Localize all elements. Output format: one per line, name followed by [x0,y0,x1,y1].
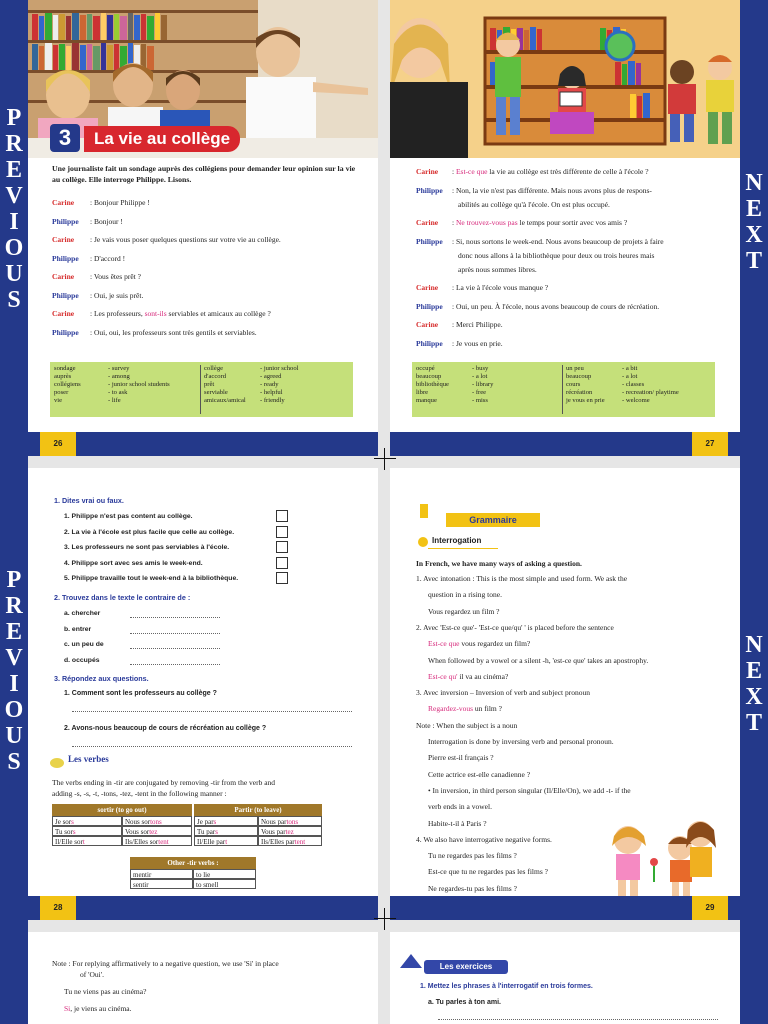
table-cell: mentir [130,869,193,879]
interrogation-heading: Interrogation [432,536,482,545]
verb-stem: Je par [197,818,214,826]
dialogue-text: : D'accord ! [90,253,126,263]
opposite-item: c. un peu de [64,641,104,648]
note-line-2: of 'Oui'. [80,970,104,979]
vocab-meaning: - to ask [108,389,128,396]
exercise-3-question-2: 2. Avons-nous beaucoup de cours de récréation au collège ? [64,725,267,732]
grammaire-tag: Grammaire [446,513,540,527]
true-false-checkbox[interactable] [276,541,288,553]
dialogue-text: la vie au collège est très différente de celle à l'école ? [487,167,649,176]
grammar-text: vous regardez un film? [459,639,531,649]
true-false-item: 1. Philippe n'est pas content au collège. [64,513,193,520]
crop-mark-2 [374,908,396,930]
verb-stem: Nous sor [125,818,151,826]
crop-mark-1 [374,448,396,470]
vocab-word: beaucoup [416,373,442,380]
grammar-line [428,704,502,714]
table-cell [258,816,322,826]
dialogue-line [52,198,150,208]
next-label-top[interactable] [740,170,768,274]
speaker-name: Philippe [416,301,443,311]
example-line-b: Si, je viens au cinéma. [64,1004,132,1013]
nav-letter[interactable]: U [5,723,23,749]
dialogue-text: : Je vais vous poser quelques questions sur votre vie au collège. [90,235,281,244]
grammar-line [428,672,508,682]
dialogue-line [416,237,664,247]
grammar-line: Interrogation is done by inversing verb and personal pronoun. [428,737,614,746]
grammar-line: Note : When the subject is a noun [416,720,518,730]
dialogue-text: : Non, la vie n'est pas différente. Mais nous avons plus de respons- [452,185,652,195]
speaker-name: Philippe [52,216,79,226]
true-false-item: 5. Philippe travaille tout le week-end à la bibliothèque. [64,575,239,582]
true-false-item: 2. La vie à l'école est plus facile que celle au collège. [64,528,235,536]
grammar-line: Cette actrice est-elle canadienne ? [428,769,531,779]
dialogue-line [416,283,548,293]
true-false-checkbox[interactable] [276,557,288,569]
vocab-meaning: - welcome [622,397,650,404]
vocab-word: prêt [204,381,215,388]
previous-label-bottom[interactable] [0,567,28,775]
vocab-word: beaucoup [566,373,592,380]
table-other-verbs [130,857,256,889]
nav-letter[interactable]: E [745,196,762,222]
lesson-number-badge: 3 [50,124,80,152]
nav-letter[interactable]: U [5,261,23,287]
dialogue-text: le temps pour sortir avec vos amis ? [517,218,628,227]
speaker-name: Philippe [416,338,443,348]
vocab-meaning: - library [472,381,494,388]
vocab-meaning: - agreed [260,373,282,380]
grammar-line: 3. Avec inversion – Inversion of verb and subject pronoun [416,688,590,698]
vocabulary-box-p27 [412,362,715,417]
grammar-line: Vous regardez un film ? [428,606,500,616]
note-line-1: Note : For replying affirmatively to a negative question, we use 'Si' in place [52,959,279,968]
nav-letter[interactable]: N [745,170,763,196]
speaker-name: Philippe [52,327,79,337]
vocab-meaning: - a lot [622,373,638,380]
dialogue-text: : Si, nous sortons le week-end. Nous avons beaucoup de projets à faire [452,236,664,246]
grammar-line: Habite-t-il à Paris ? [428,818,487,828]
verb-ending: tons [150,818,162,826]
table-cell [194,826,258,836]
nav-letter[interactable]: I [9,209,19,235]
table-row [130,869,256,879]
table-header: Partir (to leave) [194,804,322,816]
vocab-meaning: - survey [108,365,130,372]
previous-nav-bar[interactable] [0,0,28,1024]
speaker-name: Carine [416,320,439,329]
nav-letter[interactable]: X [745,684,763,710]
dialogue-line [52,254,125,264]
verb-ending: tent [294,838,306,846]
answer-line-2[interactable] [72,739,352,747]
verb-stem: Nous par [261,818,287,826]
exercise-2-title: 2. Trouvez dans le texte le contraire de : [54,593,191,602]
table-cell [52,816,122,826]
grammar-line: Est-ce que tu ne regardes pas les films ? [428,867,548,877]
table-cell: to lie [193,869,256,879]
grammar-text: un film ? [472,704,502,714]
verb-stem: Ils/Elles sor [125,838,159,846]
vocab-meaning: - free [472,389,487,396]
vocabulary-box-p26 [50,362,353,417]
next-nav-bar[interactable] [740,0,768,1024]
verb-ending: s [213,818,217,826]
previous-label-top[interactable] [0,105,28,313]
verb-ending: s [71,818,74,826]
vocab-word: cours [566,381,581,388]
true-false-item: 4. Philippe sort avec ses amis le week-end. [64,559,203,567]
dialogue-line [52,291,143,301]
table-partir [194,804,322,846]
grammar-line: Pierre est-il français ? [428,753,494,763]
vocab-word: vie [54,397,63,404]
verbs-title: Les verbes [68,754,109,764]
footer-p29 [390,896,740,920]
verb-ending: t [82,838,85,846]
grammar-line: In French, we have many ways of asking a question. [416,559,582,568]
grammar-line: 4. We also have interrogative negative forms. [416,834,552,844]
true-false-checkbox[interactable] [276,526,288,538]
verb-ending: tons [286,818,299,826]
nav-letter[interactable]: E [5,157,22,183]
dialogue-line [52,328,257,338]
speaker-name: Carine [416,218,439,227]
speaker-name: Carine [416,283,439,292]
vocab-word: sondage [54,365,76,372]
table-row [52,816,192,826]
opposite-answer-line[interactable] [130,641,220,649]
table-cell: to smell [193,879,256,889]
school-children-illustration [390,0,740,158]
nav-letter[interactable]: E [5,619,22,645]
verb-stem: Ils/Elles par [261,838,295,846]
verb-stem: Je sor [55,818,72,826]
opposite-answer-line[interactable] [130,626,220,634]
grammar-text: il va au cinéma? [457,671,509,681]
nav-letter[interactable]: O [4,697,24,723]
speaker-name: Carine [52,272,75,281]
intro-paragraph: Une journaliste fait un sondage auprès des collégiens pour demander leur opinion sur la vie au collège. Elle interroge Philippe. Lisons. [52,164,356,184]
true-false-item: 3. Les professeurs ne sont pas serviables à l'école. [64,544,230,551]
verb-ending: s [215,828,218,836]
page-number-26: 26 [40,432,76,456]
vocab-meaning: - miss [472,397,488,404]
exercise-1-title: 1. Dites vrai ou faux. [54,496,124,505]
dialogue-line [416,302,659,312]
verb-stem: Tu par [197,828,216,836]
verbs-section-header [50,752,150,772]
dialogue-line [458,251,654,261]
opposite-item: a. chercher [64,610,101,617]
table-row [194,826,322,836]
nav-letter[interactable]: X [745,222,763,248]
nav-letter[interactable]: N [745,632,763,658]
footer-p26 [28,432,378,456]
dialogue-text: : Les professeurs, [90,309,145,318]
dialogue-text: : [452,167,456,176]
grammar-line: 1. Avec intonation : This is the most simple and used form. We ask the [416,574,628,583]
vocab-word: récréation [566,389,593,396]
speaker-name: Philippe [52,290,79,300]
nav-letter[interactable]: S [7,287,21,313]
children-illustration [596,818,722,900]
vocab-meaning: - a lot [472,373,488,380]
vocab-word: collégiens [54,381,81,388]
table-cell: sentir [130,879,193,889]
vocab-word: auprès [54,373,72,380]
grammar-line: When followed by a vowel or a silent -h, 'est-ce que' takes an apostrophy. [428,655,649,665]
true-false-checkbox[interactable] [276,510,288,522]
opposite-item: d. occupés [64,656,100,664]
table-header: sortir (to go out) [52,804,192,816]
verb-stem: Tu sor [55,828,73,836]
dialogue-line [416,320,503,330]
dialogue-line [416,186,652,196]
vocab-meaning: - friendly [260,397,285,404]
dialogue-line [458,200,610,210]
vocab-word: un peu [566,365,584,372]
exercise-1-a: a. Tu parles à ton ami. [428,999,502,1006]
vocab-word: je vous en prie [566,397,605,404]
opposite-answer-line[interactable] [130,610,220,618]
exercises-tag: Les exercices [424,960,508,974]
table-row [130,879,256,889]
nav-letter[interactable]: R [5,131,23,157]
vocab-word: occupé [416,365,435,372]
dialogue-line [52,309,271,319]
dialogue-line [52,272,141,282]
answer-line-p31[interactable] [438,1012,718,1020]
vocab-word: d'accord [204,373,227,380]
grammar-line: Tu ne regardes pas les films ? [428,851,517,861]
dialogue-text: donc nous allons à la bibliothèque pour deux ou trois heures mais [458,250,655,260]
page-number-29: 29 [692,896,728,920]
dialogue-text: : Je vous en prie. [452,338,503,348]
dialogue-text: : Vous êtes prêt ? [90,272,141,281]
dialogue-highlight: Ne trouvez-vous pas [455,218,518,227]
vocab-meaning: - busy [472,365,489,372]
table-row [52,826,192,836]
vocab-meaning: - among [108,373,130,380]
dialogue-text: : La vie à l'école vous manque ? [452,283,549,292]
vocab-word: collège [204,365,224,372]
verb-ending: tent [158,838,169,846]
nav-letter[interactable]: T [745,248,762,274]
footer-p28 [28,896,378,920]
next-label-bottom[interactable] [740,632,768,736]
table-cell [52,826,122,836]
table-cell [122,816,192,826]
vocab-meaning: - life [108,397,121,404]
opposite-answer-line[interactable] [130,657,220,665]
page-28 [28,468,378,920]
dialogue-text: après nous sommes libres. [458,264,537,274]
answer-line-1[interactable] [72,704,352,712]
verb-stem: Vous sor [125,828,150,836]
exercise-3-title: 3. Répondez aux questions. [54,674,149,683]
dialogue-line [458,265,537,275]
vocab-meaning: - a bit [622,365,638,372]
page-26 [28,0,378,456]
verbs-text-2: adding -s, -s, -t, -tons, -tez, -tent in the following manner : [52,789,227,798]
vocab-meaning: - junior school [260,365,299,372]
vocab-word: libre [416,389,429,396]
dialogue-line [416,167,649,177]
nav-letter[interactable]: O [4,235,24,261]
table-cell [122,826,192,836]
dialogue-text: : Bonjour Philippe ! [90,198,150,207]
speaker-name: Philippe [52,253,79,263]
grammar-line: 2. Avec 'Est-ce que'- 'Est-ce que/qu' ' is placed before the sentence [416,622,614,632]
nav-letter[interactable]: V [5,183,23,209]
dialogue-text: : Oui, un peu. À l'école, nous avons beaucoup de cours de récréation. [452,301,660,311]
table-sortir [52,804,192,846]
opposite-item: b. entrer [64,625,92,633]
grammar-line: question in a rising tone. [428,590,502,600]
vocab-word: manque [416,397,437,404]
nav-letter[interactable]: I [9,671,19,697]
verb-stem: Il/Elle par [197,838,226,846]
table-row [194,816,322,826]
dialogue-text: : Oui, oui, les professeurs sont très gentils et serviables. [90,327,257,337]
vocab-meaning: - ready [260,381,279,388]
vocab-word: amicaux/amical [204,397,246,404]
grammar-highlight: Regardez-vous [428,704,473,714]
speaker-name: Carine [52,198,75,207]
nav-letter[interactable]: V [5,645,23,671]
grammar-line [428,639,530,649]
grammar-highlight: Est-ce que [428,639,460,649]
vocab-word: poser [54,389,69,396]
example-line-a: Tu ne viens pas au cinéma? [64,987,147,996]
table-cell [258,836,322,846]
verb-ending: t [225,838,228,846]
dialogue-line [416,339,503,349]
table-cell [194,836,258,846]
grammar-highlight: Est-ce qu' [428,671,458,681]
grammar-line: verb ends in a vowel. [428,802,492,812]
speaker-name: Carine [52,235,75,244]
speaker-name: Carine [416,167,439,176]
grammar-line: • In inversion, in third person singular (Il/Elle/On), we add -t- if the [428,785,631,795]
page-29 [390,468,740,920]
table-cell [258,826,322,836]
dialogue-text: serviables et amicaux au collège ? [166,309,271,318]
vocab-word: bibliothèque [416,381,449,388]
table-header: Other -tir verbs : [130,857,256,869]
dialogue-line [416,218,627,228]
vocab-word: serviable [204,389,228,396]
grammar-line: Ne regardes-tu pas les films ? [428,883,517,893]
nav-letter[interactable]: T [745,710,762,736]
verb-ending: tez [149,828,158,836]
nav-letter[interactable]: S [7,749,21,775]
dialogue-highlight: Est-ce que [455,167,488,176]
exercise-1-title-p31: 1. Mettez les phrases à l'interrogatif en trois formes. [420,983,593,990]
verb-stem: Il/Elle sor [55,838,83,846]
table-cell [122,836,192,846]
table-cell [194,816,258,826]
exercise-3-question-1: 1. Comment sont les professeurs au collège ? [64,690,217,697]
speaker-name: Philippe [416,185,443,195]
page-number-28: 28 [40,896,76,920]
nav-letter[interactable]: P [6,567,22,593]
page-number-27: 27 [692,432,728,456]
verb-stem: Vous par [261,828,286,836]
speaker-name: Philippe [416,236,443,246]
vocab-meaning: - helpful [260,389,283,396]
page-31 [390,932,740,1024]
nav-letter[interactable]: R [5,593,23,619]
dialogue-line [52,235,281,245]
verbs-text-1: The verbs ending in -tir are conjugated by removing -tir from the verb and [52,778,276,787]
page-30 [28,932,378,1024]
dialogue-highlight: sont-ils [144,309,167,318]
table-row [52,836,192,846]
vocab-meaning: - classes [622,381,645,388]
dialogue-text: : Oui, je suis prêt. [90,290,144,300]
dialogue-text: : Bonjour ! [90,216,123,226]
table-cell [52,836,122,846]
dialogue-text: : [452,218,456,227]
page-27 [390,0,740,456]
speaker-name: Carine [52,309,75,318]
nav-letter[interactable]: E [745,658,762,684]
table-row [194,836,322,846]
dialogue-line [52,217,123,227]
footer-p27 [390,432,740,456]
true-false-checkbox[interactable] [276,572,288,584]
vocab-meaning: - junior school students [108,381,170,388]
nav-letter[interactable]: P [6,105,22,131]
dialogue-text: : Merci Philippe. [452,320,503,329]
verb-ending: tez [285,828,294,836]
dialogue-text: abilités au collège qu'à l'école. On est plus occupé. [458,199,610,209]
lesson-title: La vie au collège [84,126,240,152]
verb-ending: s [72,828,76,836]
vocab-meaning: - recreation/ playtime [622,389,679,396]
